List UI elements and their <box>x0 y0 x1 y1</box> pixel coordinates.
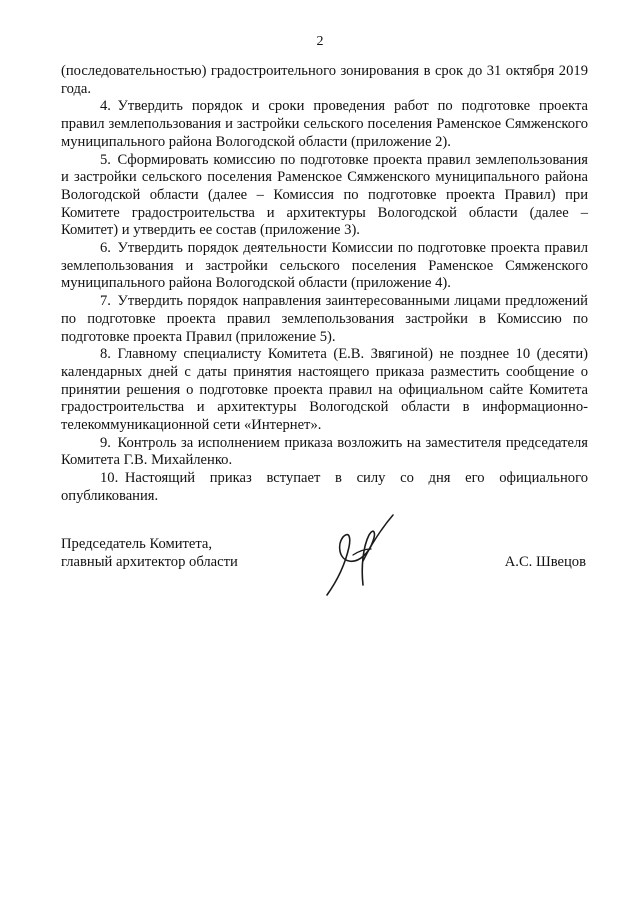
paragraph-item-4 <box>61 98 588 151</box>
paragraph-text: Главному специалисту Комитета (Е.В. Звягиной) не позднее 10 (десяти) календарных дней с даты принятия настоящего приказа разместить сообщение о принятии решения о подготовке проекта правил на официальном сайте Комитета градостроительства и архитектуры Вологодской области в информационно-телекоммуникационной сети «Интернет». <box>61 346 588 434</box>
paragraph-text: Утвердить порядок деятельности Комиссии по подготовке проекта правил землепользования и застройки сельского поселения Раменское Сямженского муниципального района Вологодской области (приложение 4). <box>61 240 588 292</box>
paragraph-item-9 <box>61 435 588 470</box>
page-number: 2 <box>316 34 324 49</box>
paragraph-number: 10. <box>100 470 119 487</box>
paragraph-item-7 <box>61 293 588 346</box>
paragraph-continuation <box>61 63 588 98</box>
paragraph-text: Утвердить порядок и сроки проведения работ по подготовке проекта правил землепользования и застройки сельского поселения Раменское Сямженского муниципального района Вологодской области (приложение 2). <box>61 98 588 150</box>
paragraph-number: 8. <box>100 346 111 363</box>
paragraph-number: 6. <box>100 240 111 257</box>
signature-block <box>61 535 588 605</box>
signer-title-line-2: главный архитектор области <box>61 554 238 570</box>
paragraph-text: Сформировать комиссию по подготовке проекта правил землепользования и застройки сельского поселения Раменское Сямженского муниципального района Вологодской области (далее – Комиссия по подготовке проекта Правил) при Комитете градостроительства и архитектуры Вологодской области (далее – Комитет) и утвердить ее состав (приложение 3). <box>61 151 588 239</box>
handwritten-signature-icon <box>319 511 399 601</box>
paragraph-number: 7. <box>100 293 111 310</box>
paragraph-text: Контроль за исполнением приказа возложить на заместителя председателя Комитета Г.В. Михайленко. <box>61 434 588 469</box>
paragraph-text: Утвердить порядок направления заинтересованными лицами предложений по подготовке проекта правил землепользования застройки в Комиссию по подготовке проекта Правил (приложение 5). <box>61 293 588 345</box>
document-body <box>61 63 588 506</box>
paragraph-text: (последовательностью) градостроительного зонирования в срок до 31 октября 2019 года. <box>61 63 588 97</box>
paragraph-text: Настоящий приказ вступает в силу со дня его официального опубликования. <box>61 470 588 504</box>
paragraph-number: 9. <box>100 434 111 451</box>
paragraph-number: 5. <box>100 151 111 168</box>
signer-title-line-1: Председатель Комитета, <box>61 536 213 552</box>
signer-name: А.С. Швецов <box>504 554 586 570</box>
signer-title <box>61 535 238 571</box>
paragraph-item-5 <box>61 152 588 241</box>
paragraph-item-8 <box>61 346 588 435</box>
paragraph-number: 4. <box>100 98 111 115</box>
paragraph-item-10 <box>61 470 588 505</box>
paragraph-item-6 <box>61 240 588 293</box>
